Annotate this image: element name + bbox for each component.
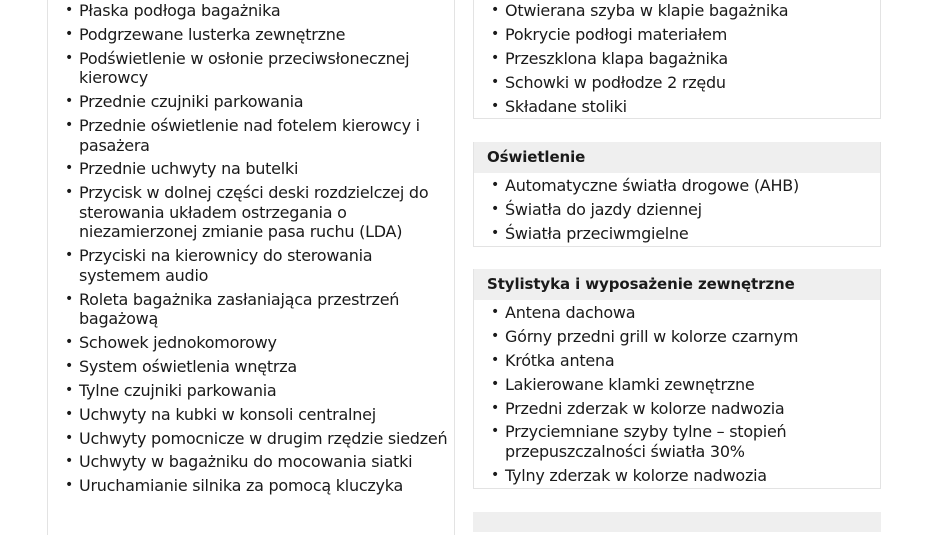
list-item — [474, 375, 880, 395]
bullet-icon: • — [491, 375, 500, 392]
bullet-icon: • — [65, 477, 74, 494]
bullet-icon: • — [65, 160, 74, 177]
list-item — [474, 200, 880, 220]
bullet-icon: • — [491, 2, 500, 18]
list-item-label: Podgrzewane lusterka zewnętrzne — [79, 24, 346, 44]
next-section-header — [473, 512, 881, 532]
bullet-icon: • — [65, 290, 74, 307]
list-item — [474, 49, 880, 69]
bullet-icon: • — [65, 453, 74, 470]
list-item — [48, 183, 454, 242]
list-item-label: Tylny zderzak w kolorze nadwozia — [505, 465, 767, 485]
list-item — [48, 429, 454, 449]
list-item — [48, 246, 454, 285]
list-item-label: Automatyczne światła drogowe (AHB) — [505, 176, 799, 195]
list-item-label: Schowki w podłodze 2 rzędu — [505, 72, 726, 92]
bullet-icon: • — [491, 49, 500, 66]
list-item — [474, 176, 880, 196]
bullet-icon: • — [491, 351, 500, 368]
list-item-label: Światła do jazdy dziennej — [505, 199, 702, 219]
left-feature-list — [48, 0, 454, 496]
bullet-icon: • — [491, 466, 500, 483]
list-item-label: Składane stoliki — [505, 96, 627, 116]
lighting-heading: Oświetlenie — [474, 142, 880, 173]
list-item — [474, 303, 880, 323]
list-item — [48, 49, 454, 88]
list-item-label: Schowek jednokomorowy — [79, 333, 277, 353]
list-item — [48, 290, 454, 329]
list-item-label: Przyciemniane szyby tylne – stopień przepuszczalności światła 30% — [505, 422, 787, 461]
list-item-label: Otwierana szyba w klapie bagażnika — [505, 1, 789, 20]
list-item — [474, 224, 880, 244]
list-item — [474, 73, 880, 93]
list-item-label: Górny przedni grill w kolorze czarnym — [505, 326, 799, 346]
bullet-icon: • — [491, 25, 500, 42]
bullet-icon: • — [491, 73, 500, 90]
list-item-label: Krótka antena — [505, 350, 615, 370]
bullet-icon: • — [65, 49, 74, 66]
list-item-label: Uchwyty na kubki w konsoli centralnej — [79, 404, 376, 424]
bullet-icon: • — [65, 381, 74, 398]
list-item — [48, 25, 454, 45]
bullet-icon: • — [491, 423, 500, 440]
list-item-label: Przednie czujniki parkowania — [79, 92, 304, 112]
list-item-label: Przedni zderzak w kolorze nadwozia — [505, 398, 785, 418]
list-item-label: Płaska podłoga bagażnika — [79, 1, 281, 20]
list-item-label: Przednie oświetlenie nad fotelem kierowcy i pasażera — [79, 116, 420, 155]
list-item — [48, 92, 454, 112]
list-item-label: Przeszklona klapa bagażnika — [505, 48, 728, 68]
interior-extras-box — [473, 0, 881, 119]
lighting-box — [473, 142, 881, 247]
list-item — [474, 25, 880, 45]
list-item-label: Podświetlenie w osłonie przeciwsłonecznej kierowcy — [79, 48, 410, 88]
bullet-icon: • — [491, 200, 500, 217]
exterior-heading: Stylistyka i wyposażenie zewnętrzne — [474, 269, 880, 300]
list-item — [48, 452, 454, 472]
bullet-icon: • — [491, 224, 500, 241]
list-item — [48, 357, 454, 377]
bullet-icon: • — [65, 405, 74, 422]
bullet-icon: • — [491, 327, 500, 344]
list-item — [48, 159, 454, 179]
bullet-icon: • — [65, 117, 74, 134]
left-feature-column — [47, 0, 455, 535]
bullet-icon: • — [65, 93, 74, 110]
list-item-label: Przycisk w dolnej części deski rozdzielczej do sterowania układem ostrzegania o niezamierzonej zmianie pasa ruchu (LDA) — [79, 183, 429, 242]
list-item — [48, 116, 454, 155]
list-item — [474, 97, 880, 117]
bullet-icon: • — [65, 25, 74, 42]
bullet-icon: • — [491, 304, 500, 320]
bullet-icon: • — [65, 2, 74, 18]
interior-extras-list — [474, 0, 880, 116]
list-item-label: Lakierowane klamki zewnętrzne — [505, 374, 755, 394]
list-item-label: System oświetlenia wnętrza — [79, 356, 297, 376]
list-item-label: Przednie uchwyty na butelki — [79, 159, 299, 179]
bullet-icon: • — [65, 357, 74, 374]
list-item-label: Tylne czujniki parkowania — [79, 380, 277, 400]
list-item — [474, 327, 880, 347]
list-item — [48, 1, 454, 21]
exterior-box — [473, 269, 881, 489]
lighting-list — [474, 173, 880, 243]
list-item — [48, 476, 454, 496]
list-item-label: Pokrycie podłogi materiałem — [505, 24, 728, 44]
bullet-icon: • — [65, 184, 74, 201]
list-item — [474, 422, 880, 461]
list-item — [48, 405, 454, 425]
list-item-label: Światła przeciwmgielne — [505, 223, 689, 243]
bullet-icon: • — [65, 429, 74, 446]
bullet-icon: • — [491, 399, 500, 416]
list-item-label: Uchwyty w bagażniku do mocowania siatki — [79, 452, 413, 472]
bullet-icon: • — [65, 247, 74, 264]
bullet-icon: • — [65, 334, 74, 351]
exterior-list — [474, 300, 880, 485]
list-item — [474, 399, 880, 419]
list-item — [474, 351, 880, 371]
list-item — [474, 466, 880, 486]
list-item — [48, 333, 454, 353]
list-item-label: Roleta bagażnika zasłaniająca przestrzeń bagażową — [79, 289, 400, 329]
list-item-label: Uruchamianie silnika za pomocą kluczyka — [79, 476, 404, 496]
bullet-icon: • — [491, 97, 500, 114]
list-item-label: Antena dachowa — [505, 303, 636, 322]
list-item — [474, 1, 880, 21]
list-item-label: Uchwyty pomocnicze w drugim rzędzie siedzeń — [79, 428, 448, 448]
bullet-icon: • — [491, 177, 500, 193]
list-item — [48, 381, 454, 401]
list-item-label: Przyciski na kierownicy do sterowania systemem audio — [79, 246, 373, 285]
